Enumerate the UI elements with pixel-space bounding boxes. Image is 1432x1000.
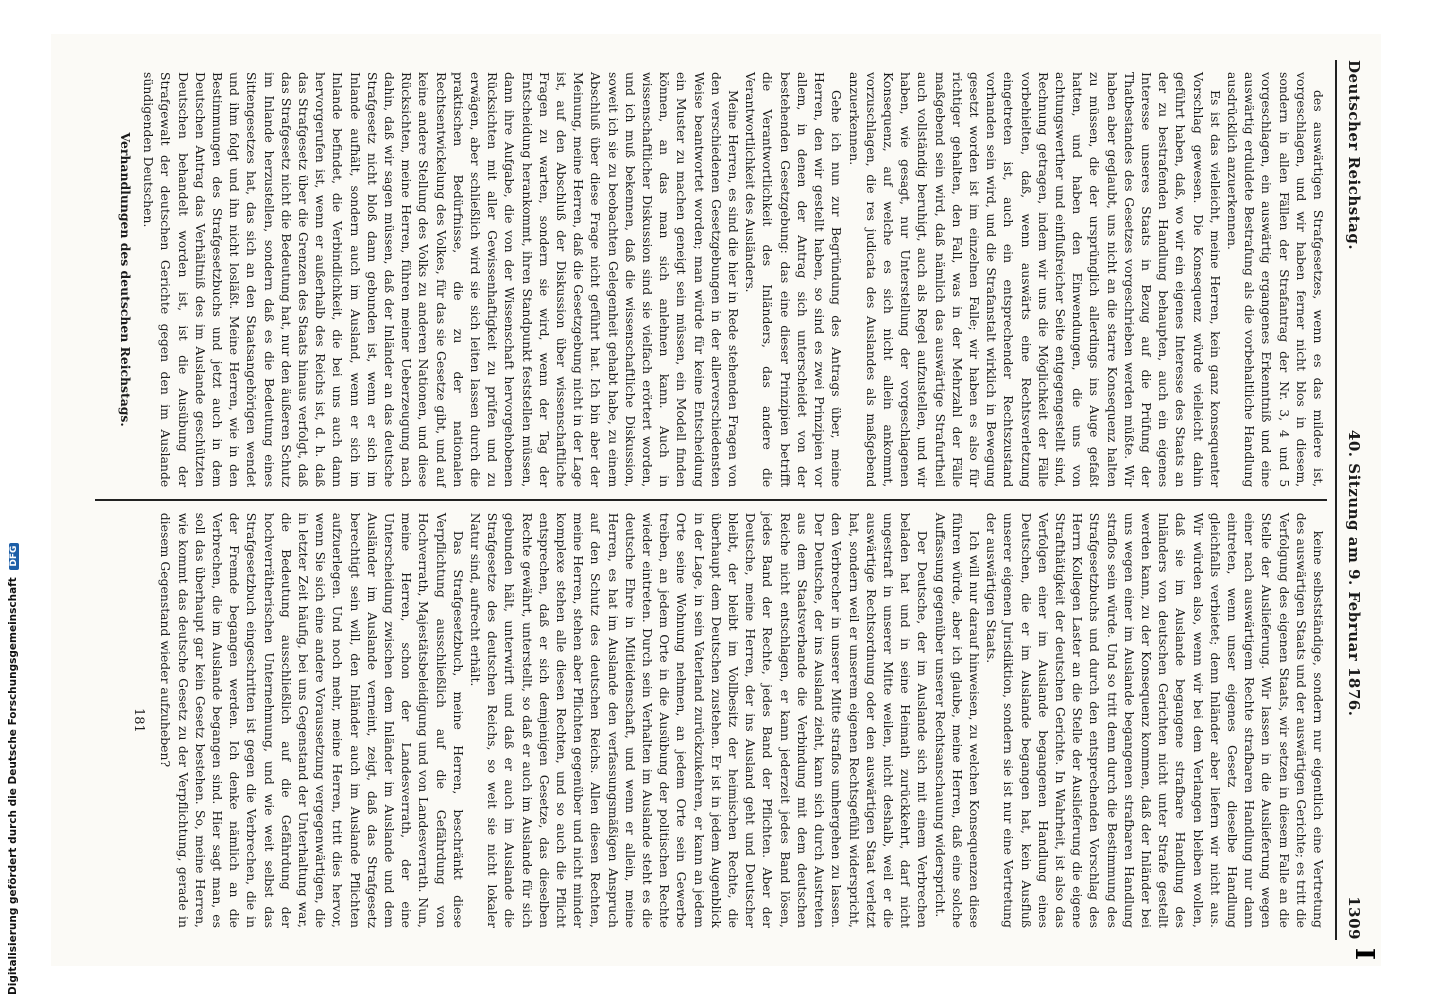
paragraph: Meine Herren, es sind die hier in Rede stehenden Fragen von den verschiedenen Gesetzgebungen in der allerverschiedensten Weise beantwortet worden; man würde für keine Entscheidung ein Muster zu machen geneigt sein müssen, ein Modell finden können, an das man sich anlehnen kann. Auch in wissenschaftlicher Diskussion sind sie vielfach erörtert worden, und ich muß bekennen, daß die wissenschaftliche Diskussion, soweit ich sie zu beobachten Gelegenheit gehabt habe, zu einem Abschluß über diese Frage nicht geführt hat. Ich bin aber der Meinung, meine Herren, daß die Gesetzgebung nicht in der Lage ist, auf den Abschluß der Diskussion über wissenschaftliche Fragen zu warten, sondern sie wird, wenn der Tag der Entscheidung herankommt, ihren Standpunkt feststellen müssen, dann ihre Aufgabe, die von der Wissenschaft hervorgehobenen Rücksichten mit aller Gewissenhaftigkeit zu prüfen und zu erwägen, aber schließlich wird sie sich leiten lassen durch die praktischen Bedürfnisse, die zu der nationalen Rechtsentwickelung des Volkes, für das sie Gesetze gibt, und auf keine andere Stellung des Volks zu anderen Nationen, und diese Rücksichten, meine Herren, führen meiner Ueberzeugung nach dahin, daß wir sagen müssen, daß der Inländer an das deutsche Strafgesetz nicht bloß dann gebunden ist, wenn er sich im Inlande aufhält, sondern auch im Ausland, wenn er sich im Inlande befindet, die Verbindlichkeit, die bei uns auch dann hervorgerufen ist, wenn er außerhalb des Reichs ist, d. h. daß das Strafgesetz über die Grenzen des Staats hinaus verfolgt, daß das Strafgesetz nicht die Bedeutung hat, nur den äußeren Schutz im Inlande herzustellen, sondern daß es die Bedeutung eines Sittengesetzes hat, das sich an den Staatsangehörigen wendet und ihm folgt und ihn nicht losläßt. Meine Herren, wie in den Bestimmungen des Strafgesetzbuchs und jetzt auch in dem Deutschen Antrag das Verhältniß des im Auslande geschützten Deutschen behandelt worden ist, ist die Ausübung der Strafgewalt der deutschen Gerichte gegen den im Auslande sündigenden Deutschen. (141, 72, 742, 488)
paragraph: Es ist das vielleicht, meine Herren, kein ganz konsequenter Vorschlag gewesen. Die Konsequenz würde vielleicht dahin geführt haben, daß, wo wir ein eigenes Interesse des Staats an der zu bestrafenden Handlung behaupten, auch ein eigenes Interesse unseres Staats in Bezug auf die Prüfung der Thatbestandes des Gesetzes vorgeschrieben werden müßte. Wir haben aber geglaubt, uns nicht an die starre Konsequenz halten zu müssen, die der ursprünglich allerdings ins Auge gefaßt hatten, und haben den Einwendungen, die uns von achtungswerther und einflußreicher Seite entgegengestellt sind, Rechnung getragen, indem wir uns die Möglichkeit der Fälle vorbehielten, daß, wenn auswärts eine Rechtsverletzung eingetreten ist, auch ein entsprechender Rechtszustand vorhanden sein wird, und die Strafanstalt wirklich in Bewegung gesetzt worden ist im einzelnen Falle; wir haben es also für richtiger gehalten, den Fall, was in der Mehrzahl der Fälle maßgebend sein wird, daß nämlich das auswärtige Strafurtheil auch vollständig beruhigt, auch als Regel aufzustellen, und wir haben, wie gesagt, nur Unterstellung der vorgeschlagenen Konsequenz, auf welche es sich nicht allein ankommt, vorzuschlagen, die res judicata des Auslandes als maßgebend anzuerkennen. (846, 72, 1223, 488)
column-right (95, 501, 1327, 940)
header-publication: Deutscher Reichstag. (1345, 60, 1363, 251)
paragraph: Der Deutsche, der im Auslande sich mit einem Verbrechen beladen hat und in seine Heimath zurückkehrt, darf nicht ungestraft in unserer Mitte weilen, nicht deshalb, weil er die auswärtige Rechtsordnung oder den auswärtigen Staat verletzt hat, sondern weil er unserem eigenen Rechtsgefühl widerspricht, den Verbrecher in unserer Mitte straflos umhergehen zu lassen. Der Deutsche, der ins Ausland zieht, kann sich durch Austreten aus dem Staatsverbande die Verbindung mit dem deutschen Reiche nicht entschlagen, er kann jederzeit jedes Band lösen, jedes Band der Rechte, jedes Band der Pflichten. Aber der Deutsche, meine Herren, der ins Ausland geht und Deutscher bleibt, der bleibt im Vollbesitz der heimischen Rechte, die überhaupt dem Deutschen zustehen. Er ist in jedem Augenblick in der Lage, in sein Vaterland zurückzukehren, er kann an jedem Orte seine Wohnung nehmen, an jedem Orte sein Gewerbe treiben, an jedem Orte in die Ausübung der politischen Rechte wieder eintreten. Durch sein Verhalten im Auslande steht es die deutsche Ehre in Mitleidenschaft, und wenn er allein, meine Herren, es hat im Auslande den verfassungsmäßigen Anspruch auf den Schutz des deutschen Reichs. Allen diesen Rechten, meine Herren, stehen aber Pflichten gegenüber und nicht minder komplexe stehen alle diesen Rechten, und so auch die Pflicht entsprechen, daß er sich demjenigen Gesetze, das dieselben Rechte gewährt, unterstellt, so daß er auch im Auslande für sich gebunden hält, unterwirft und daß er auch im Auslande die Strafgesetze des deutschen Reichs, so weit sie nicht lokaler Natur sind, aufrecht erhält. (468, 512, 931, 928)
text-columns (95, 60, 1327, 940)
paragraph: keine selbstständige, sondern nur eigentlich eine Vertretung des auswärtigen Staats und der auswärtigen Gerichte; es tritt die Verfolgung des eigenen Staats, wir setzen in diesem Falle an die Stelle der Auslieferung. Wir lassen in die Auslieferung wegen einer nach auswärtigem Rechte strafbaren Handlung nur dann eintreten, wenn unser eigenes Gesetz dieselbe Handlung gleichfalls verbietet; denn Inländer aber liefern wir nicht aus. Wir würden also, wenn wir bei dem Verlangen bleiben wollen, daß sie im Auslande begangene strafbare Handlung des Inländers von deutschen Gerichten nicht unter Strafe gestellt werden kann, zu der Konsequenz kommen, daß der Inländer bei uns wegen einer im Auslande begangenen strafbaren Handlung straflos sein würde. Und so tritt denn durch die Bestimmung des Strafgesetzbuchs und durch den entsprechenden Vorschlag des Herrn Kollegen Laster an die Stelle der Auslieferung die eigene Strafthätigkeit der deutschen Gerichte. In Wahrheit, ist also das Verfolgen einer im Auslande begangenen Handlung eines Deutschen, die er im Auslande begangen hat, kein Ausfluß unserer eigenen Jurisdiktion, sondern sie ist nur eine Vertretung der auswärtigen Staats. (984, 512, 1326, 928)
running-header (1335, 60, 1363, 940)
digitization-credit-text: Digitalisierung gefördert durch die Deutsche Forschungsgemeinschaft (7, 577, 19, 995)
header-session: 40. Sitzung am 9. Februar 1876. (1345, 429, 1363, 717)
margin-mark: I (1349, 947, 1379, 960)
paragraph: des auswärtigen Strafgesetzes, wenn es das mildere ist, vorgeschlagen, und wir haben ferner nicht blos in diesem, sondern in allen Fällen der Strafantrag der Nr. 3, 4 und 5 vorgeschlagen, ein auswärtig ergangenes Erkenntniß und eine auswärtig erduldete Bestrafung als die vorbehaltliche Handlung ausdrücklich anzuerkennen. (1224, 72, 1326, 488)
folio-number: 181 (131, 707, 147, 733)
dfg-logo: DFG (9, 543, 19, 570)
digitization-sidebar (0, 0, 19, 1000)
column-left (95, 60, 1327, 499)
digitization-credit (7, 543, 19, 995)
paragraph: Ich will nur darauf hinweisen, zu welchen Konsequenzen diese führen würde, aber ich glaube, meine Herren, daß eine solche Auffassung gegenüber unserer Rechtsanschauung widerspricht. (932, 512, 982, 928)
column-end-note: Verhandlungen des deutschen Reichstags. (117, 132, 133, 427)
paragraph: Das Strafgesetzbuch, meine Herren, beschränkt diese Verpflichtung ausschließlich auf die Gefährdung von Hochverrath, Majestätsbeleidigung und von Landesverrath. Nun, meine Herren, schon der Landesverrath, der eine Unterscheidung zwischen dem Inländer im Auslande und dem Ausländer im Auslande verneint, zeigt, daß das Strafgesetz berechtigt sein will, den Inländer auch im Auslande Pflichten aufzuerlegen. Und noch mehr, meine Herren, tritt dies hervor, wenn Sie sich eine andere Voraussetzung vergegenwärtigen, die in letzter Zeit häufig, bei uns Gegenstand der Unterhaltung war, die Bedeutung ausschließlich auf die Gefährdung der hochverrätherischen Unternehmung, und wie weit selbst das Strafgesetzbuch eingeschritten ist gegen die Verbrechen, die in der Fremde begangen werden. Ich denke nämlich an die Verbrechen, die im Auslande begangen sind. Hier sagt man, es soll das überhaupt gar kein Gesetz bestehen. So, meine Herren, wie kommt das deutsche Gesetz zu der Verpflichtung, gerade in diesem Gegenstand wieder aufzuheben? (158, 512, 466, 928)
scanned-page (51, 34, 1381, 966)
paragraph: Gehe ich nun zur Begründung des Antrags über, meine Herren, den wir gestellt haben, so sind es zwei Prinzipien vor allem, in denen der Antrag sich unterscheidet von der bestehenden Gesetzgebung: das eine dieser Prinzipien betrifft die Verantwortlichkeit des Inländers, das andere die Verantwortlichkeit des Ausländers. (743, 72, 845, 488)
header-page-number: 1309 (1345, 896, 1363, 940)
